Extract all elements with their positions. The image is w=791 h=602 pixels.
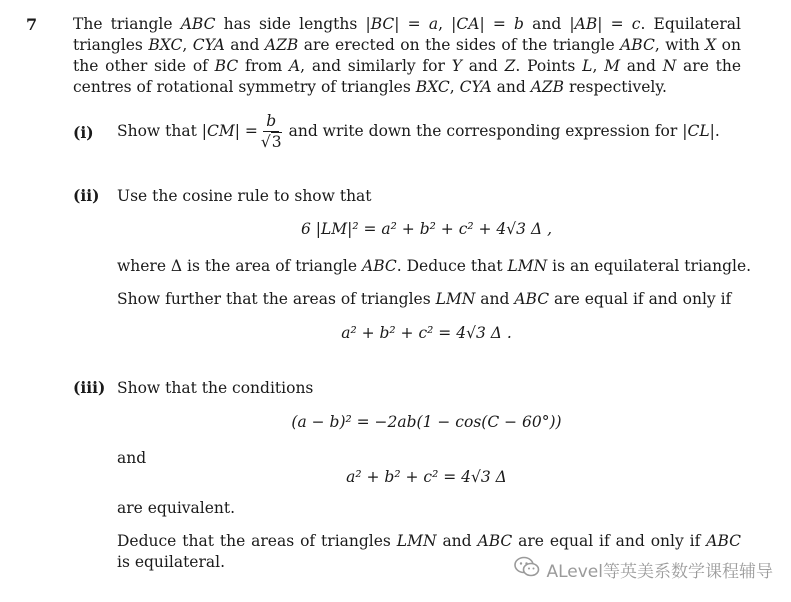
part-i-text: Show that | CM | = $\frac{b}{√3}$ and write down the corresponding expression for | CL |. bbox=[117, 112, 720, 151]
part-iii-equation-2: a² + b² + c² = 4√3 Δ bbox=[346, 468, 507, 486]
watermark-text: ALevel等英美系数学课程辅导 bbox=[546, 562, 773, 582]
part-ii-intro: Use the cosine rule to show that bbox=[117, 187, 372, 205]
part-iii-equivalent: are equivalent. bbox=[117, 499, 236, 517]
question-intro: The triangle ABC has side lengths |BC| = a, |CA| = b and |AB| = c. Equilateral triangles BXC, CYA and AZB are erected on the sides of the triangle ABC, with X on the other side of BC from A, and similarly for Y and Z. Points L, M and N are the centres of rotational symmetry of triangles BXC, CYA and AZB respectively. bbox=[73, 15, 742, 96]
part-iii-and: and bbox=[117, 449, 147, 467]
part-iii-equation-1: (a − b)² = −2ab(1 − cos(C − 60°)) bbox=[291, 413, 562, 431]
question-number: 7 bbox=[26, 15, 38, 34]
part-iii-label: (iii) bbox=[73, 378, 106, 397]
part-iii-deduce-text: Deduce that the areas of triangles LMN and ABC are equal if and only if ABC is equilateral. bbox=[117, 532, 741, 571]
part-i-label: (i) bbox=[73, 123, 94, 142]
part-ii-deduce-text: where Δ is the area of triangle ABC. Deduce that LMN is an equilateral triangle. bbox=[117, 257, 752, 275]
wechat-icon bbox=[514, 556, 540, 583]
fraction-b-over-root3: $\frac{b}{√3}$ bbox=[260, 112, 282, 151]
part-ii-label: (ii) bbox=[73, 186, 100, 205]
part-ii-equation-2: a² + b² + c² = 4√3 Δ . bbox=[341, 324, 512, 342]
watermark bbox=[514, 556, 773, 583]
part-ii-further-text: Show further that the areas of triangles LMN and ABC are equal if and only if bbox=[117, 290, 732, 308]
part-ii-equation-1: 6 |LM|² = a² + b² + c² + 4√3 Δ , bbox=[300, 220, 553, 238]
part-iii-intro: Show that the conditions bbox=[117, 379, 314, 397]
